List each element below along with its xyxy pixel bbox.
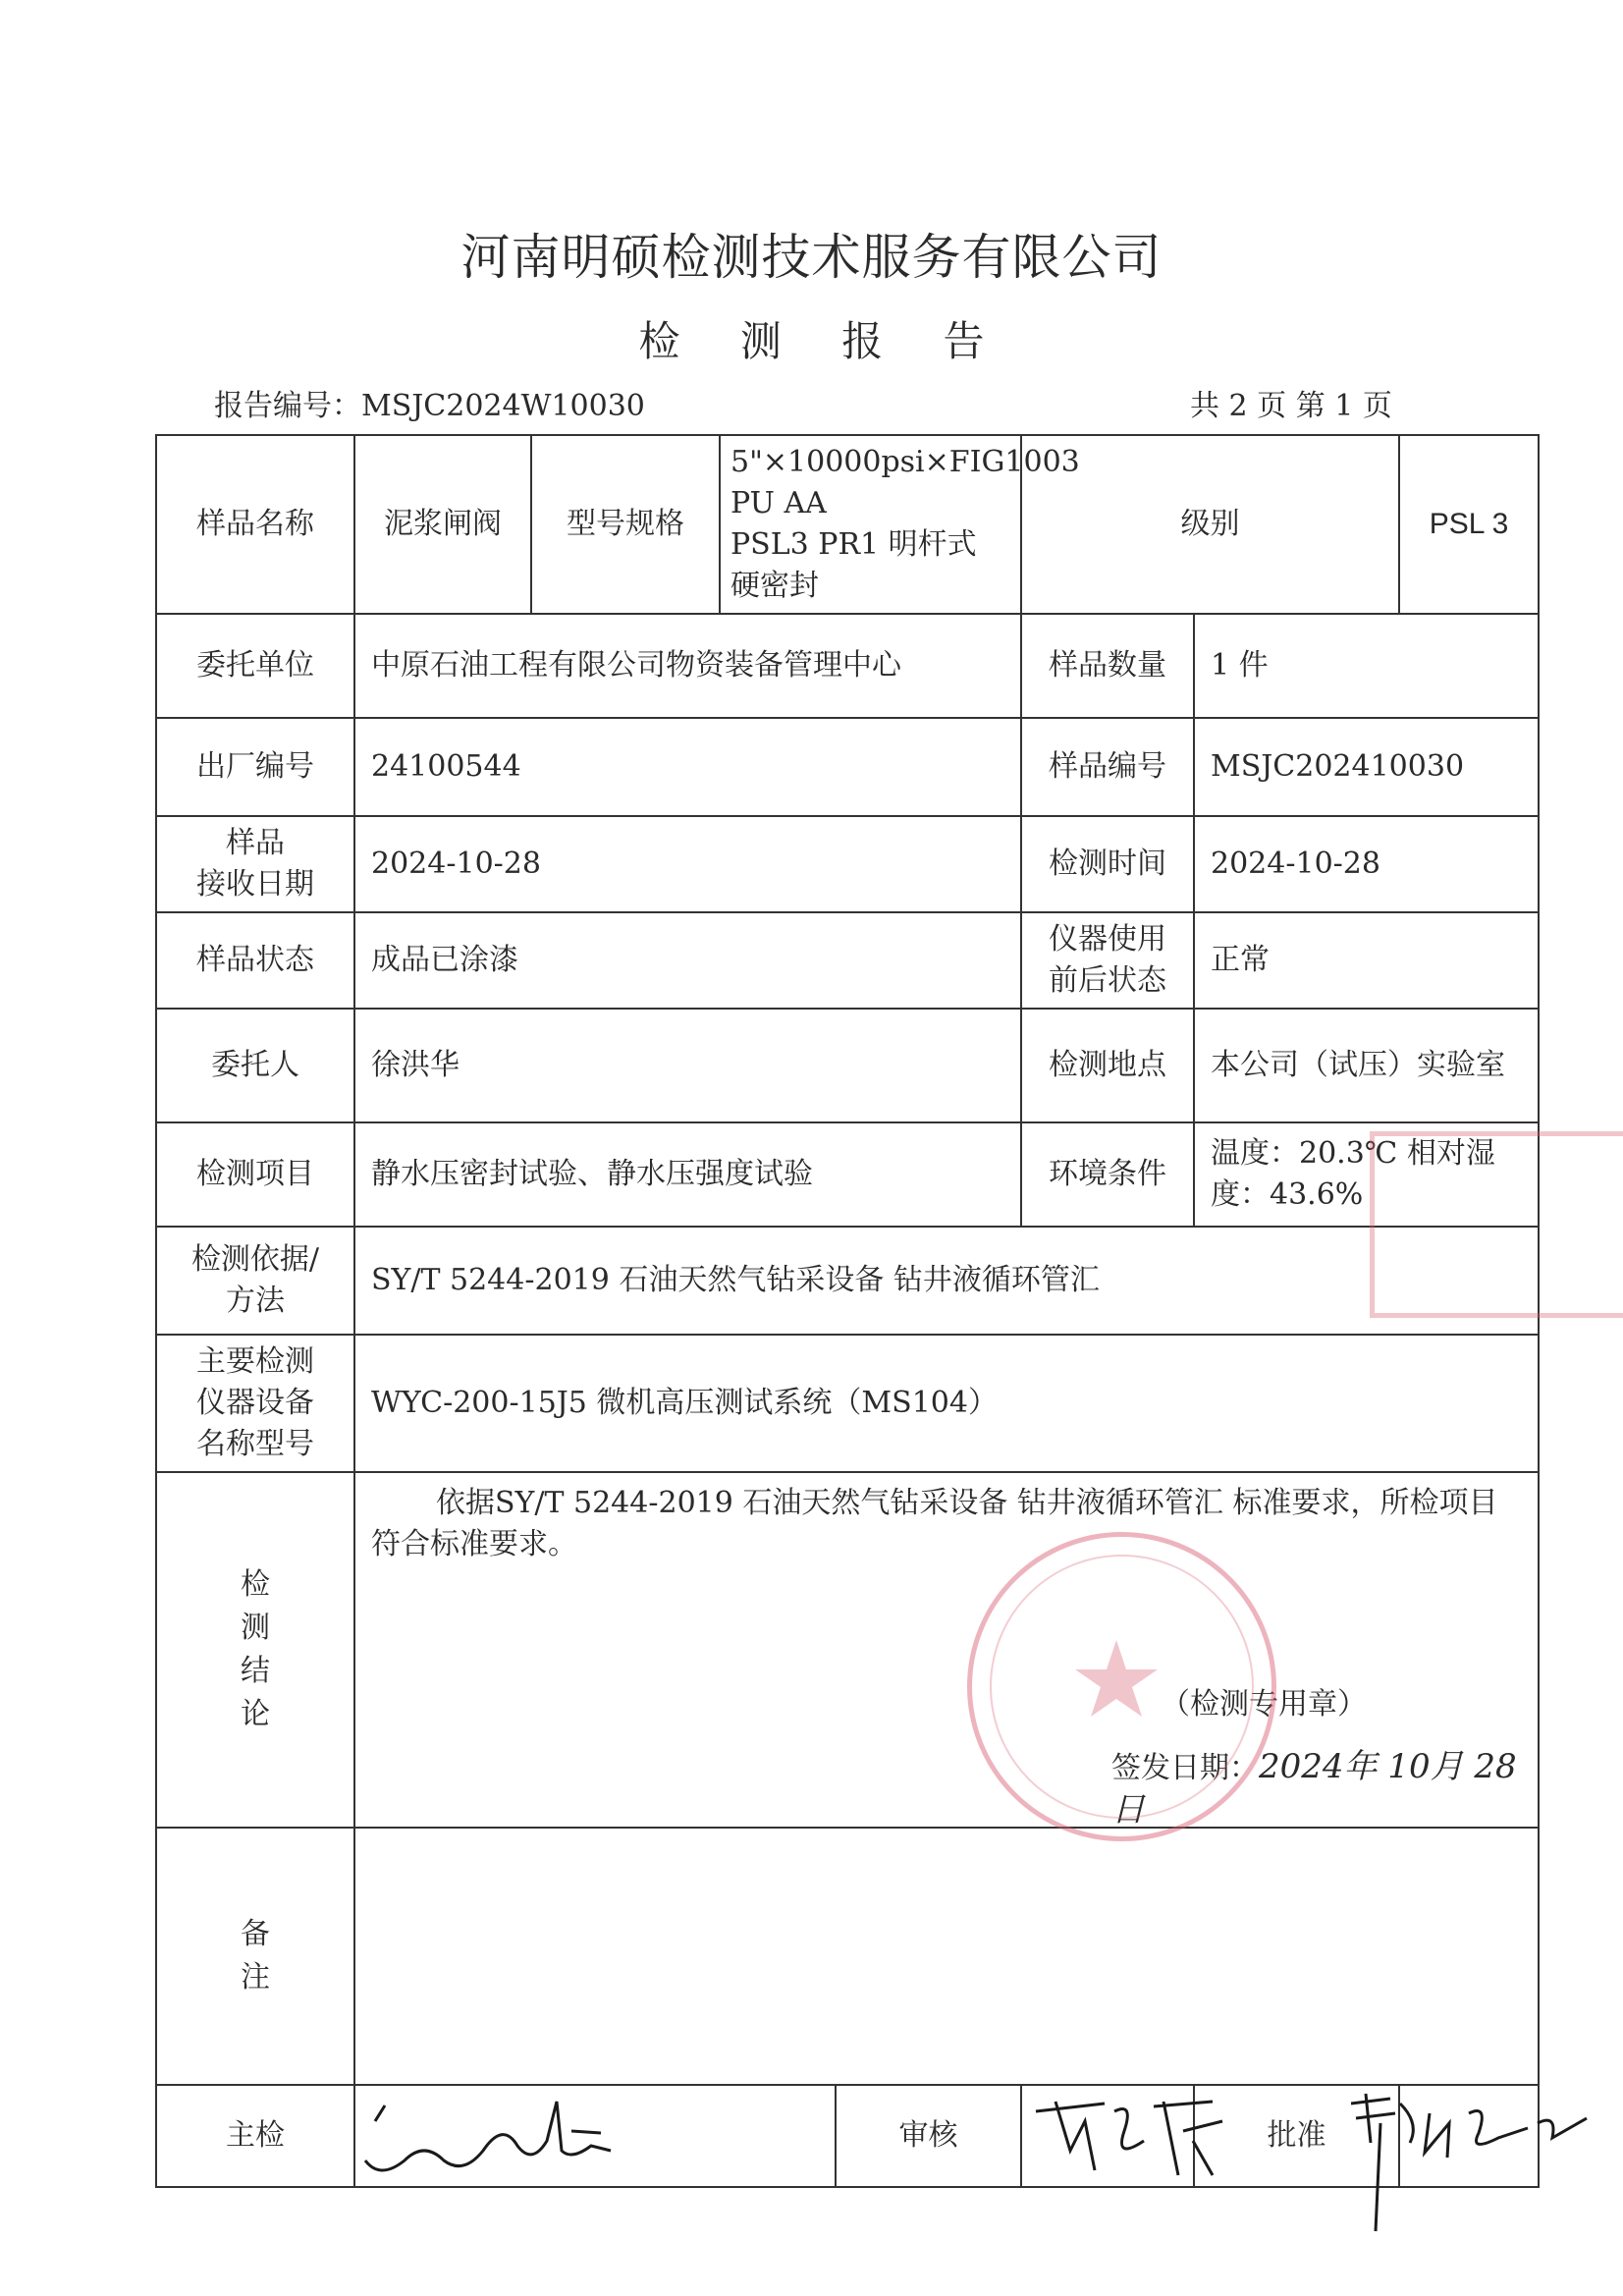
location-value: 本公司（试压）实验室 [1194, 1009, 1539, 1122]
grade-value: PSL 3 [1399, 435, 1539, 614]
approver-signature-scribble [1331, 2084, 1623, 2241]
row-signatures [156, 2085, 1539, 2187]
inspector-label: 主检 [156, 2085, 354, 2187]
sample-name-value: 泥浆闸阀 [354, 435, 531, 614]
row-sample-name [156, 435, 1539, 614]
env-value: 温度：20.3℃ 相对湿度：43.6% [1194, 1122, 1539, 1227]
row-test-items [156, 1122, 1539, 1227]
conclusion-label: 检 测 结 论 [156, 1472, 354, 1828]
company-name: 河南明硕检测技术服务有限公司 [460, 229, 1163, 286]
row-remarks [156, 1828, 1539, 2085]
sample-no-label: 样品编号 [1021, 718, 1194, 816]
report-title: 检 测 报 告 [638, 317, 1008, 365]
row-sample-state [156, 912, 1539, 1009]
row-equipment [156, 1335, 1539, 1472]
model-label: 型号规格 [532, 436, 720, 613]
remarks-label: 备 注 [156, 1828, 354, 2085]
client-value: 中原石油工程有限公司物资装备管理中心 [354, 614, 1021, 718]
page-info: 共 2 页 第 1 页 [1190, 389, 1392, 423]
report-table [155, 434, 1540, 2188]
instrument-state-value: 正常 [1194, 912, 1539, 1009]
sample-state-value: 成品已涂漆 [354, 912, 1021, 1009]
model-value [720, 436, 1080, 613]
qty-label: 样品数量 [1021, 614, 1194, 718]
reviewer-signature-scribble [1016, 2082, 1242, 2190]
inspector-signature-scribble [346, 2092, 640, 2180]
sample-state-label: 样品状态 [156, 912, 354, 1009]
row-conclusion [156, 1472, 1539, 1828]
approver-signature [1399, 2085, 1539, 2187]
grade-label: 级别 [1180, 507, 1240, 541]
basis-label: 检测依据/ 方法 [156, 1227, 354, 1335]
row-principal [156, 1009, 1539, 1122]
instrument-state-label: 仪器使用 前后状态 [1021, 912, 1194, 1009]
conclusion-text: 依据SY/T 5244-2019 石油天然气钻采设备 钻井液循环管汇 标准要求，所检项目符合标准要求。 [371, 1486, 1498, 1561]
sample-no-value: MSJC202410030 [1194, 718, 1539, 816]
principal-value: 徐洪华 [354, 1009, 1021, 1122]
model-value-line2: PSL3 PR1 明杆式 硬密封 [730, 527, 977, 603]
test-items-value: 静水压密封试验、静水压强度试验 [354, 1122, 1021, 1227]
receive-date-value: 2024-10-28 [354, 816, 1021, 912]
reviewer-signature [1021, 2085, 1194, 2187]
conclusion-cell [354, 1472, 1539, 1828]
row-client [156, 614, 1539, 718]
reviewer-label: 审核 [836, 2085, 1021, 2187]
receive-date-label: 样品 接收日期 [156, 816, 354, 912]
inspector-signature [354, 2085, 836, 2187]
seam-seal [1370, 1131, 1623, 1318]
factory-no-value: 24100544 [354, 718, 1021, 816]
stamp-label: （检测专用章） [1161, 1687, 1367, 1722]
test-time-label: 检测时间 [1021, 816, 1194, 912]
row-factory-no [156, 718, 1539, 816]
report-number: 报告编号：MSJC2024W10030 [214, 389, 645, 423]
row-receive-date [156, 816, 1539, 912]
qty-value: 1 件 [1194, 614, 1539, 718]
model-value-line1: 5"×10000psi×FIG1003 PU AA [730, 445, 1080, 520]
sample-name-label: 样品名称 [156, 435, 354, 614]
location-label: 检测地点 [1021, 1009, 1194, 1122]
approver-label: 批准 [1194, 2085, 1399, 2187]
equipment-label: 主要检测 仪器设备 名称型号 [156, 1335, 354, 1472]
test-time-value: 2024-10-28 [1194, 816, 1539, 912]
official-seal [967, 1532, 1276, 1841]
equipment-value: WYC-200-15J5 微机高压测试系统（MS104） [354, 1335, 1539, 1472]
client-label: 委托单位 [156, 614, 354, 718]
issue-date-handwritten: 2024年 10月 28日 [1111, 1747, 1517, 1830]
row-basis [156, 1227, 1539, 1335]
remarks-value [354, 1828, 1539, 2085]
issue-date-label: 签发日期： [1111, 1751, 1259, 1785]
test-items-label: 检测项目 [156, 1122, 354, 1227]
basis-value: SY/T 5244-2019 石油天然气钻采设备 钻井液循环管汇 [354, 1227, 1539, 1335]
factory-no-label: 出厂编号 [156, 718, 354, 816]
principal-label: 委托人 [156, 1009, 354, 1122]
env-label: 环境条件 [1021, 1122, 1194, 1227]
